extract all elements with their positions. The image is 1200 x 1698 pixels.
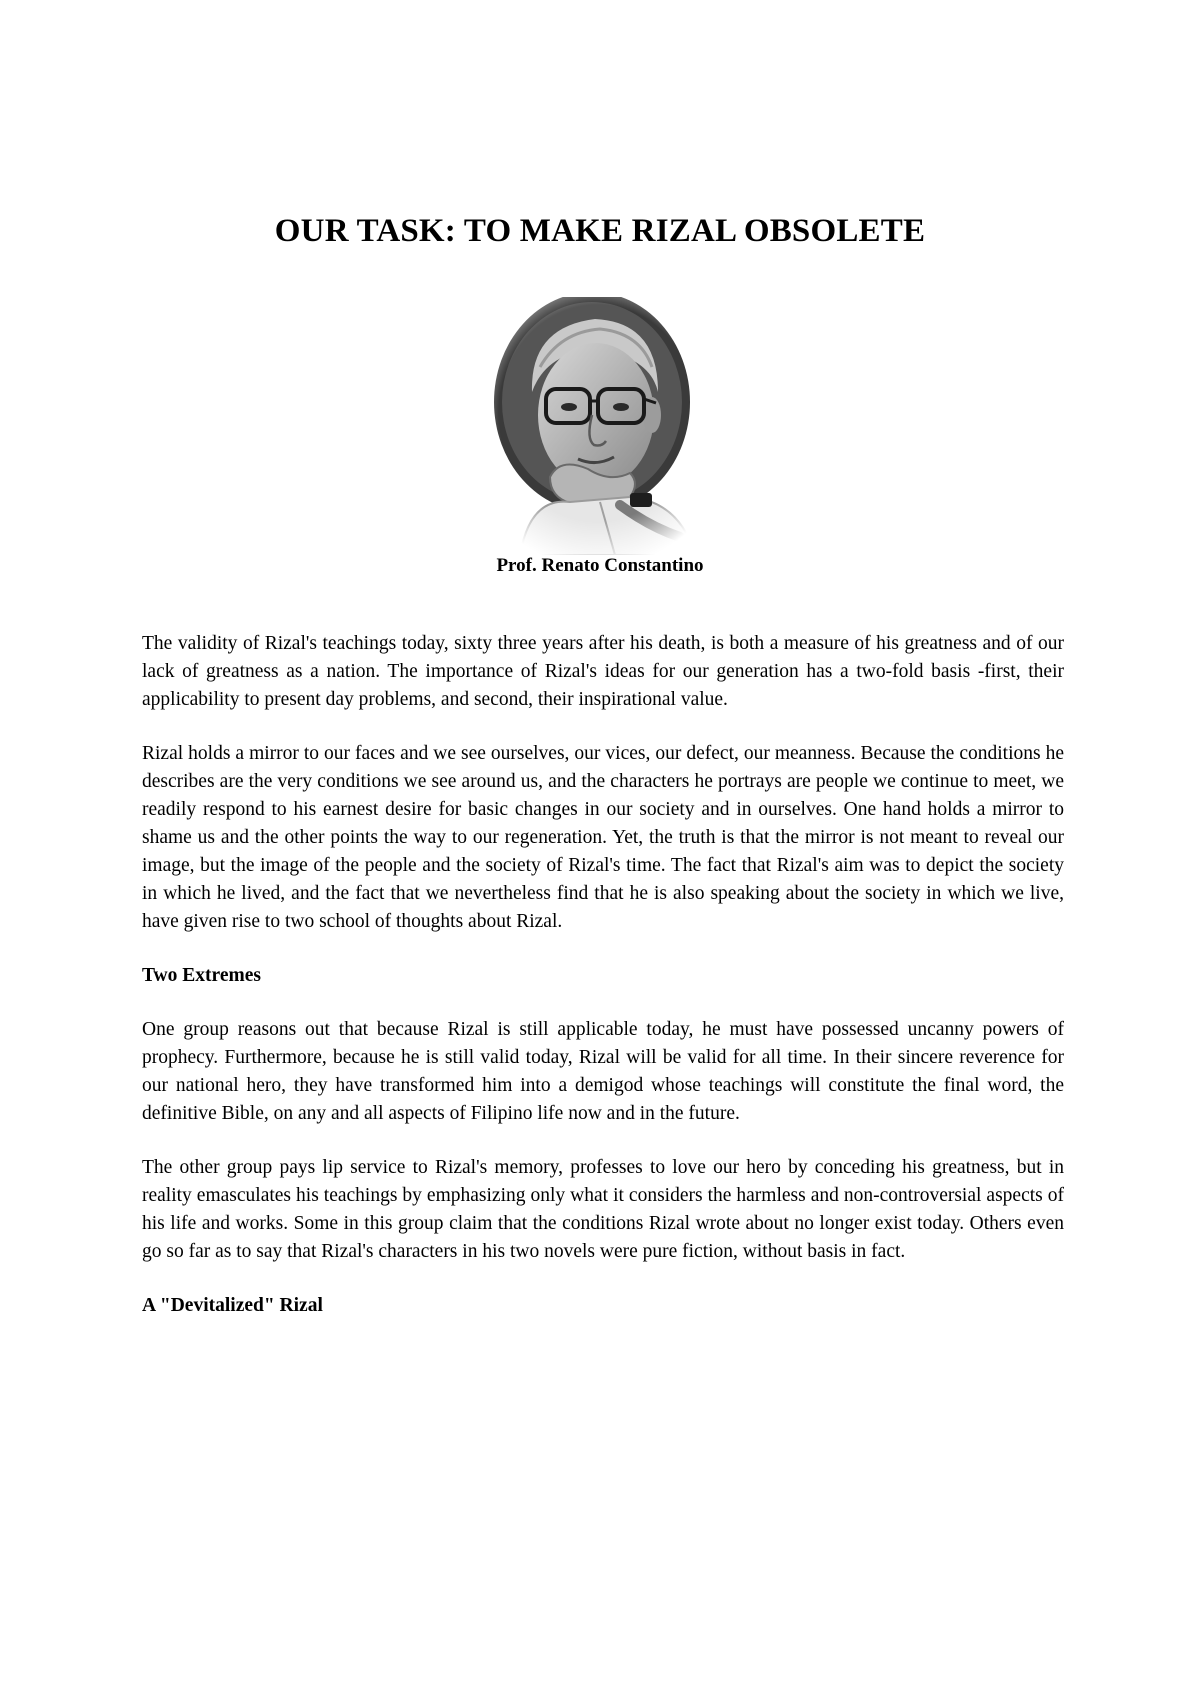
page-title: OUR TASK: TO MAKE RIZAL OBSOLETE xyxy=(274,213,926,249)
paragraph: The validity of Rizal's teachings today, sixty three years after his death, is both a measure of his greatness and of our lack of greatness as a nation. The importance of Rizal's ideas for our generation has a two-fold basis -first, their applicability to present day problems, and second, their inspirational value. xyxy=(142,633,1064,710)
paragraph: The other group pays lip service to Rizal's memory, professes to love our hero by conceding his greatness, but in reality emasculates his teachings by emphasizing only what it considers the harmless and non-controversial aspects of his life and works. Some in this group claim that the conditions Rizal wrote about no longer exist today. Others even go so far as to say that Rizal's characters in his two novels were pure fiction, without basis in fact. xyxy=(142,1157,1064,1262)
paragraph: One group reasons out that because Rizal is still applicable today, he must have possessed uncanny powers of prophecy. Furthermore, because he is still valid today, Rizal will be valid for all time. In their sincere reverence for our national hero, they have transformed him into a demigod whose teachings will constitute the final word, the definitive Bible, on any and all aspects of Filipino life now and in the future. xyxy=(142,1019,1064,1124)
paragraph: Rizal holds a mirror to our faces and we see ourselves, our vices, our defect, our meanness. Because the conditions he describes are the very conditions we see around us, and the characters he portrays are people we continue to meet, we readily respond to his earnest desire for basic changes in our society and in ourselves. One hand holds a mirror to shame us and the other points the way to our regeneration. Yet, the truth is that the mirror is not meant to reveal our image, but the image of the people and the society of Rizal's time. The fact that Rizal's aim was to depict the society in which he lived, and the fact that we nevertheless find that he is also speaking about the society in which we live, have given rise to two school of thoughts about Rizal. xyxy=(142,743,1064,932)
portrait-caption: Prof. Renato Constantino xyxy=(496,555,704,576)
section-heading: Two Extremes xyxy=(142,965,261,986)
author-portrait xyxy=(480,297,715,555)
section-heading: A "Devitalized" Rizal xyxy=(142,1295,323,1316)
article-body xyxy=(142,630,1064,1346)
